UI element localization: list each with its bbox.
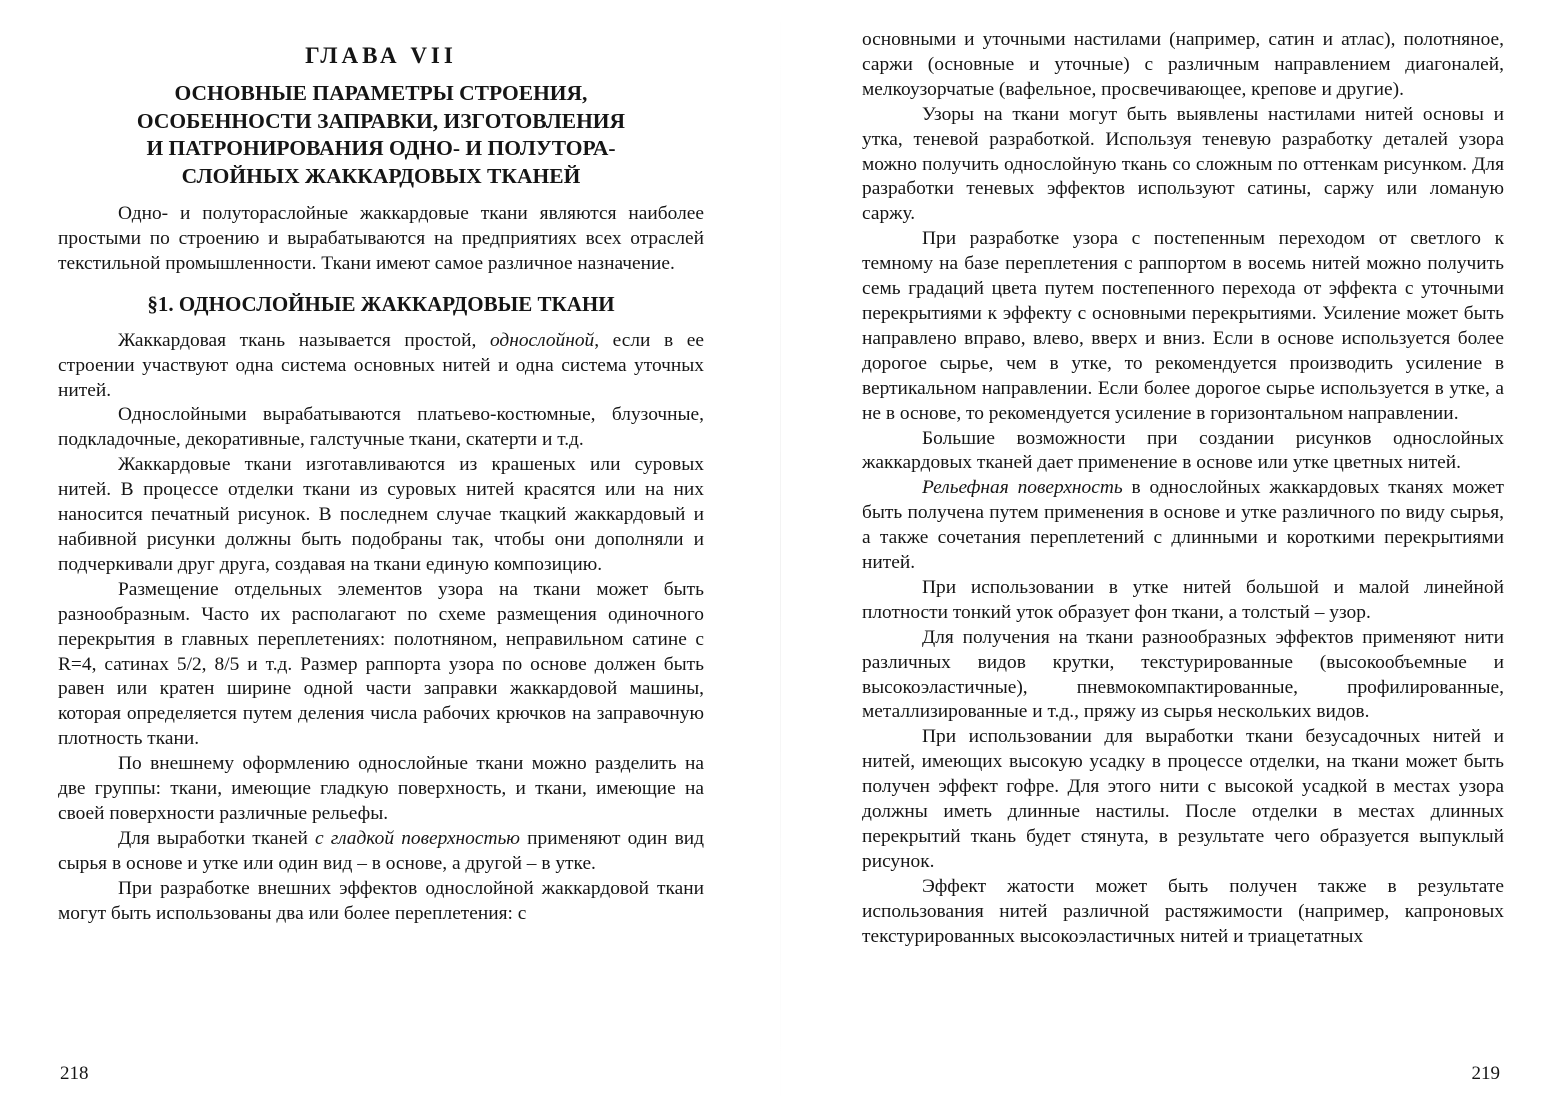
book-gutter	[780, 0, 781, 1118]
paragraph	[58, 329, 704, 404]
paragraph-text: применяют один вид сырья в основе и утке или один вид – в основе, а другой – в утке.	[58, 827, 705, 874]
paragraph: Размещение отдельных элементов узора на ткани может быть разнообразным. Часто их располагают по схеме размещения одиночного перекрытия в главных переплетениях: полотняном, неправильном сатине с R=4, сатинах 5/2, 8/5 и т.д. Размер раппорта узора по основе должен быть равен или кратен ширине одной части заправки жаккардовой машины, которая определяется путем деления числа рабочих крючков на заправочную плотность ткани.	[58, 578, 704, 750]
paragraph: При использовании в утке нитей большой и малой линейной плотности тонкий уток образует фон ткани, а толстый – узор.	[862, 576, 1504, 623]
paragraph: При разработке внешних эффектов однослойной жаккардовой ткани могут быть использованы два или более переплетения: с	[58, 877, 704, 924]
paragraph: Жаккардовые ткани изготавливаются из крашеных или суровых нитей. В процессе отделки ткани из суровых нитей красятся или на них наносится печатный рисунок. В последнем случае ткацкий жаккардовый и набивной рисунки должны быть подобраны так, чтобы они дополняли и подчеркивали друг друга, создавая на ткани единую композицию.	[58, 454, 704, 575]
intro-paragraph: Одно- и полуторaслойные жаккардовые ткани являются наиболее простыми по строению и вырабатываются на предприятиях всех отраслей текстильной промышленности. Ткани имеют самое различное назначение.	[58, 203, 704, 274]
chapter-label: ГЛАВА VII	[305, 43, 457, 68]
paragraph: При использовании для выработки ткани безусадочных нитей и нитей, имеющих высокую усадку в процессе отделки, на ткани может быть получен эффект гофре. Для этого нити с высокой усадкой в местах узора должны иметь длинные настилы. После отделки в местах длинных перекрытий ткань будет стянута, в результате чего образуется выпуклый рисунок.	[862, 726, 1504, 872]
paragraph: По внешнему оформлению однослойные ткани можно разделить на две группы: ткани, имеющие гладкую поверхность, и ткани, имеющие на своей поверхности различные рельефы.	[58, 753, 704, 824]
paragraph: Для получения на ткани разнообразных эффектов применяют нити различных видов крутки, текстурированные (высокообъемные и высокоэластичные), пневмокомпактированные, профилированные, металлизированные и т.д., пряжу из сырья нескольких видов.	[862, 626, 1504, 723]
paragraph-text: , если в ее строении участвуют одна система основных нитей и одна система уточных нитей.	[58, 329, 704, 401]
paragraph: При разработке узора с постепенным переходом от светлого к темному на базе переплетения с раппортом в восемь нитей можно получить семь градаций цвета путем постепенного перехода от эффекта с уточными перекрытиями к эффекту с основными перекрытиями. Усиление может быть направлено вправо, влево, вверх и вниз. Если в основе используется более дорогое сырье, чем в утке, то рекомендуется производить усиление в вертикальном направлении. Если более дорогое сырье используется в утке, а не в основе, то рекомендуется усиление в горизонтальном направлении.	[862, 228, 1504, 424]
chapter-title-line: ОСНОВНЫЕ ПАРАМЕТРЫ СТРОЕНИЯ,	[174, 81, 588, 105]
paragraph-text: в однослойных жаккардовых тканях может быть получена путем применения в основе и утке различного по виду сырья, а также сочетания переплетений с длинными и короткими перекрытиями нитей.	[862, 477, 1504, 574]
chapter-title-line: СЛОЙНЫХ ЖАККАРДОВЫХ ТКАНЕЙ	[181, 163, 581, 188]
page-right	[862, 0, 1504, 1118]
paragraph: Узоры на ткани могут быть выявлены настилами нитей основы и утка, теневой разработкой. Используя теневую разработку деталей узора можно получить однослойную ткань со сложным по оттенкам рисунком. Для разработки теневых эффектов используют сатины, саржу или ломаную саржу.	[862, 103, 1504, 225]
italic-term: с гладкой поверхностью	[315, 827, 520, 849]
italic-term: Рельефная поверхность	[922, 477, 1123, 499]
page-left	[58, 0, 704, 1118]
italic-term: однослойной	[489, 329, 595, 351]
section-title: §1. ОДНОСЛОЙНЫЕ ЖАККАРДОВЫЕ ТКАНИ	[147, 291, 615, 316]
chapter-title-line: И ПАТРОНИРОВАНИЯ ОДНО- И ПОЛУТОРА-	[146, 136, 616, 160]
paragraph: Большие возможности при создании рисунков однослойных жаккардовых тканей дает применение в основе или утке цветных нитей.	[862, 427, 1504, 474]
paragraph: Однослойными вырабатываются платьево-костюмные, блузочные, подкладочные, декоративные, галстучные ткани, скатерти и т.д.	[58, 404, 704, 451]
chapter-title-line: ОСОБЕННОСТИ ЗАПРАВКИ, ИЗГОТОВЛЕНИЯ	[136, 108, 626, 133]
paragraph-continued: основными и уточными настилами (например, сатин и атлас), полотняное, саржи (основные и уточные) с различным направлением диагоналей, мелкоузорчатые (вафельное, просвечивающее, крепове и другие).	[862, 29, 1504, 100]
paragraph: Эффект жатости может быть получен также в результате использования нитей различной растяжимости (например, капроновых текстурированных высокоэластичных нитей и триацетатных	[862, 875, 1504, 947]
chapter-title	[58, 80, 704, 190]
paragraph	[58, 827, 704, 877]
paragraph-text: Для выработки тканей	[118, 827, 316, 849]
paragraph	[862, 476, 1504, 576]
paragraph-text: Жаккардовая ткань называется простой,	[118, 329, 490, 351]
page-number: 218	[60, 1063, 89, 1084]
page-number: 219	[1471, 1063, 1500, 1084]
